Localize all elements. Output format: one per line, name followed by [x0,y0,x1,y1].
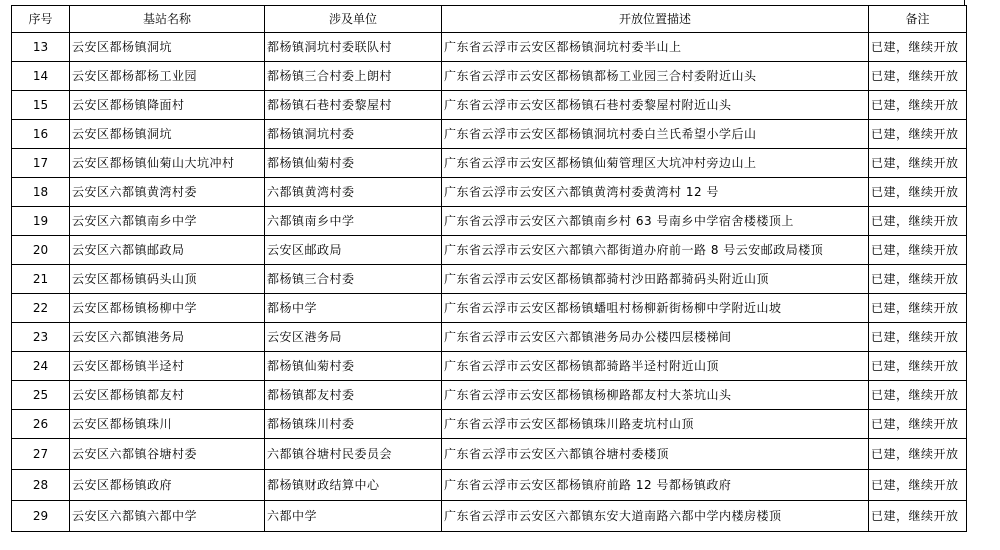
header-seq: 序号 [12,6,70,33]
cell-note[interactable]: 已建，继续开放 [869,294,967,323]
cell-station-name[interactable]: 云安区都杨镇码头山顶 [70,265,265,294]
header-station-name: 基站名称 [70,6,265,33]
cell-seq[interactable]: 23 [12,323,70,352]
cell-unit[interactable]: 云安区邮政局 [265,236,442,265]
cell-unit[interactable]: 六都镇谷塘村民委员会 [265,439,442,470]
cell-seq[interactable]: 13 [12,33,70,62]
cell-unit[interactable]: 都杨镇三合村委上朗村 [265,62,442,91]
cell-seq[interactable]: 14 [12,62,70,91]
table-row [12,178,967,207]
cell-location[interactable]: 广东省云浮市云安区都杨镇石巷村委黎屋村附近山头 [442,91,869,120]
cell-unit[interactable]: 都杨镇仙菊村委 [265,352,442,381]
cell-location[interactable]: 广东省云浮市云安区都杨镇仙菊管理区大坑冲村旁边山上 [442,149,869,178]
cell-location[interactable]: 广东省云浮市云安区都杨镇都骑路半迳村附近山顶 [442,352,869,381]
cell-note[interactable]: 已建，继续开放 [869,178,967,207]
table-row [12,323,967,352]
cell-station-name[interactable]: 云安区六都镇谷塘村委 [70,439,265,470]
table-row [12,33,967,62]
cell-seq[interactable]: 26 [12,410,70,439]
table-body [12,33,967,532]
table-row [12,439,967,470]
cell-station-name[interactable]: 云安区六都镇黄湾村委 [70,178,265,207]
cell-note[interactable]: 已建，继续开放 [869,91,967,120]
table-row [12,265,967,294]
cell-location[interactable]: 广东省云浮市云安区六都镇黄湾村委黄湾村 12 号 [442,178,869,207]
table-row [12,410,967,439]
cell-location[interactable]: 广东省云浮市云安区都杨镇都杨工业园三合村委附近山头 [442,62,869,91]
cell-location[interactable]: 广东省云浮市云安区六都镇六都街道办府前一路 8 号云安邮政局楼顶 [442,236,869,265]
table-row [12,381,967,410]
cell-note[interactable]: 已建，继续开放 [869,352,967,381]
cell-station-name[interactable]: 云安区都杨镇珠川 [70,410,265,439]
cell-note[interactable]: 已建，继续开放 [869,470,967,501]
base-station-table [11,5,967,532]
cell-location[interactable]: 广东省云浮市云安区六都镇南乡村 63 号南乡中学宿舍楼楼顶上 [442,207,869,236]
cell-seq[interactable]: 21 [12,265,70,294]
cell-seq[interactable]: 27 [12,439,70,470]
table-row [12,294,967,323]
cell-note[interactable]: 已建，继续开放 [869,410,967,439]
cell-note[interactable]: 已建，继续开放 [869,33,967,62]
cell-station-name[interactable]: 云安区都杨镇洞坑 [70,33,265,62]
header-unit: 涉及单位 [265,6,442,33]
cell-location[interactable]: 广东省云浮市云安区都杨镇珠川路麦坑村山顶 [442,410,869,439]
cell-note[interactable]: 已建，继续开放 [869,62,967,91]
cell-unit[interactable]: 六都镇南乡中学 [265,207,442,236]
cell-station-name[interactable]: 云安区都杨镇仙菊山大坑冲村 [70,149,265,178]
table-row [12,120,967,149]
table-row [12,62,967,91]
table-row [12,352,967,381]
table-row [12,501,967,532]
cell-seq[interactable]: 25 [12,381,70,410]
cell-station-name[interactable]: 云安区六都镇港务局 [70,323,265,352]
cell-station-name[interactable]: 云安区都杨都杨工业园 [70,62,265,91]
cell-seq[interactable]: 15 [12,91,70,120]
cell-station-name[interactable]: 云安区六都镇南乡中学 [70,207,265,236]
cell-unit[interactable]: 都杨中学 [265,294,442,323]
cell-seq[interactable]: 20 [12,236,70,265]
cell-unit[interactable]: 云安区港务局 [265,323,442,352]
cell-unit[interactable]: 都杨镇洞坑村委联队村 [265,33,442,62]
cell-location[interactable]: 广东省云浮市云安区都杨镇洞坑村委白兰氏希望小学后山 [442,120,869,149]
cell-note[interactable]: 已建，继续开放 [869,323,967,352]
cell-seq[interactable]: 16 [12,120,70,149]
cell-note[interactable]: 已建，继续开放 [869,149,967,178]
table-row [12,91,967,120]
cell-station-name[interactable]: 云安区六都镇六都中学 [70,501,265,532]
table-row [12,149,967,178]
cell-note[interactable]: 已建，继续开放 [869,381,967,410]
cell-note[interactable]: 已建，继续开放 [869,501,967,532]
cell-station-name[interactable]: 云安区都杨镇都友村 [70,381,265,410]
header-location: 开放位置描述 [442,6,869,33]
cell-location[interactable]: 广东省云浮市云安区都杨镇都骑村沙田路都骑码头附近山顶 [442,265,869,294]
cell-unit[interactable]: 六都镇黄湾村委 [265,178,442,207]
cell-unit[interactable]: 都杨镇石巷村委黎屋村 [265,91,442,120]
header-note: 备注 [869,6,967,33]
cell-station-name[interactable]: 云安区都杨镇降面村 [70,91,265,120]
cell-seq[interactable]: 22 [12,294,70,323]
cell-unit[interactable]: 都杨镇洞坑村委 [265,120,442,149]
cell-location[interactable]: 广东省云浮市云安区都杨镇洞坑村委半山上 [442,33,869,62]
cell-location[interactable]: 广东省云浮市云安区都杨镇杨柳路都友村大茶坑山头 [442,381,869,410]
cell-note[interactable]: 已建，继续开放 [869,207,967,236]
cell-seq[interactable]: 17 [12,149,70,178]
cell-seq[interactable]: 24 [12,352,70,381]
cell-seq[interactable]: 28 [12,470,70,501]
table-row [12,470,967,501]
cell-location[interactable]: 广东省云浮市云安区六都镇东安大道南路六都中学内楼房楼顶 [442,501,869,532]
cell-station-name[interactable]: 云安区六都镇邮政局 [70,236,265,265]
cell-station-name[interactable]: 云安区都杨镇杨柳中学 [70,294,265,323]
cell-location[interactable]: 广东省云浮市云安区六都镇谷塘村委楼顶 [442,439,869,470]
cell-note[interactable]: 已建，继续开放 [869,265,967,294]
cell-unit[interactable]: 都杨镇都友村委 [265,381,442,410]
cell-note[interactable]: 已建，继续开放 [869,439,967,470]
cell-unit[interactable]: 六都中学 [265,501,442,532]
cell-station-name[interactable]: 云安区都杨镇半迳村 [70,352,265,381]
cell-location[interactable]: 广东省云浮市云安区六都镇港务局办公楼四层楼梯间 [442,323,869,352]
cell-unit[interactable]: 都杨镇财政结算中心 [265,470,442,501]
cell-location[interactable]: 广东省云浮市云安区都杨镇蟠咀村杨柳新街杨柳中学附近山坡 [442,294,869,323]
cell-seq[interactable]: 18 [12,178,70,207]
cell-note[interactable]: 已建，继续开放 [869,236,967,265]
cell-station-name[interactable]: 云安区都杨镇洞坑 [70,120,265,149]
cell-seq[interactable]: 19 [12,207,70,236]
table-row [12,207,967,236]
cell-seq[interactable]: 29 [12,501,70,532]
cell-unit[interactable]: 都杨镇珠川村委 [265,410,442,439]
cell-station-name[interactable]: 云安区都杨镇政府 [70,470,265,501]
table-row [12,236,967,265]
table-header-row [12,6,967,33]
cell-location[interactable]: 广东省云浮市云安区都杨镇府前路 12 号都杨镇政府 [442,470,869,501]
cell-unit[interactable]: 都杨镇仙菊村委 [265,149,442,178]
cell-note[interactable]: 已建，继续开放 [869,120,967,149]
cell-unit[interactable]: 都杨镇三合村委 [265,265,442,294]
